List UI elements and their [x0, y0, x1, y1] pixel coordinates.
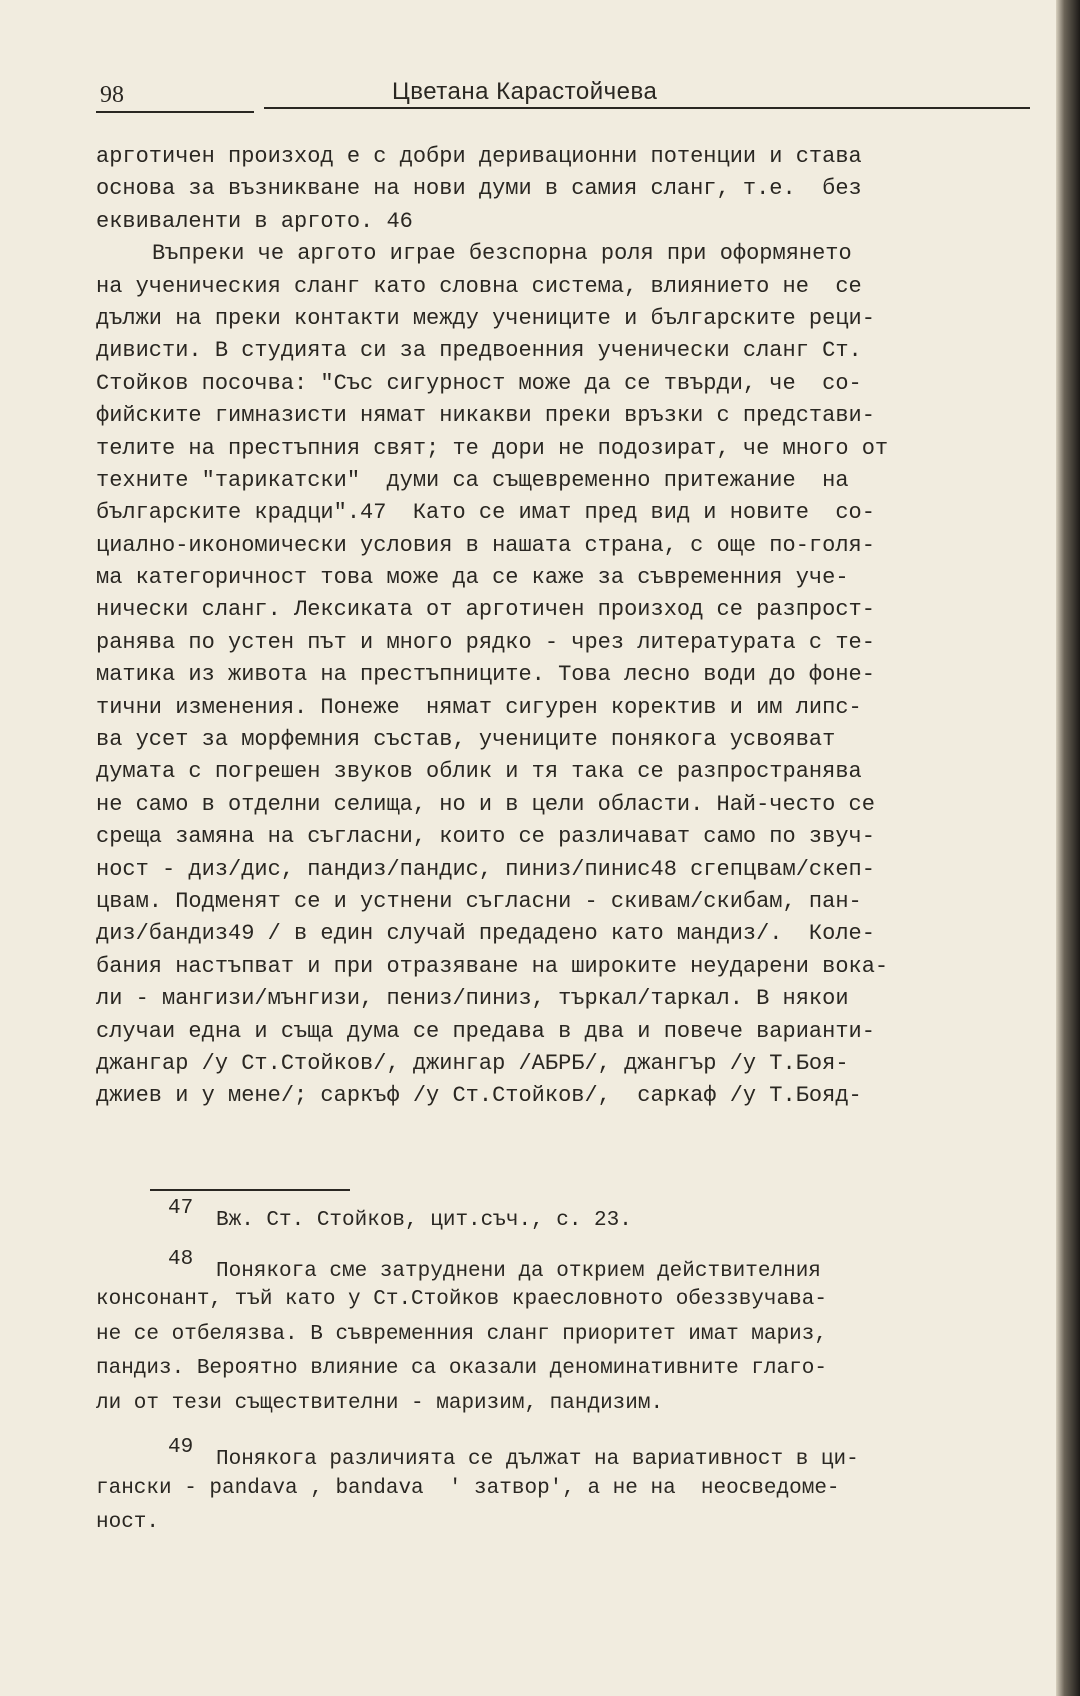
text-line: диз/бандиз49 / в един случай предадено като мандиз/. Коле-: [96, 921, 875, 947]
footnote-number: 49: [168, 1436, 194, 1459]
text-line: ли - мангизи/мънгизи, пениз/пиниз, търкал/таркал. В някои: [96, 986, 849, 1012]
footnotes: [96, 1198, 1056, 1541]
header-rule-right: [264, 107, 1030, 109]
text-line: джангар /у Ст.Стойков/, джингар /АБРБ/, джангър /у Т.Боя-: [96, 1050, 849, 1076]
running-head: Цветана Карастойчева: [392, 78, 658, 105]
text-line: бания настъпват и при отразяване на широките неударени вока-: [96, 953, 889, 979]
text-line: цвам. Подменят се и устнени съгласни - скивам/скибам, пан-: [96, 888, 862, 914]
text-line: нически сланг. Лексиката от арготичен произход се разпрост-: [96, 597, 875, 623]
footnote-separator: [150, 1189, 350, 1191]
page-number: 98: [100, 82, 124, 108]
body-text: [96, 141, 1056, 1113]
footnote-text: Понякога различията се дължат на вариативност в ци-: [216, 1448, 859, 1471]
text-line: дължи на преки контакти между учениците и българските реци-: [96, 305, 875, 331]
footnote-47: [96, 1198, 1056, 1233]
text-line: ма категоричност това може да се каже за съвременния уче-: [96, 565, 849, 591]
text-line: матика из живота на престъпниците. Това лесно води до фоне-: [96, 662, 875, 688]
header-rule-left: [96, 111, 254, 113]
text-line: дивисти. В студията си за предвоенния ученически сланг Ст.: [96, 338, 862, 364]
text-line: ност - диз/дис, пандиз/пандис, пиниз/пинис48 сгепцвам/скеп-: [96, 856, 875, 882]
text-line: техните "тарикатски" думи са същевременно притежание на: [96, 467, 849, 493]
page-header: [96, 80, 1030, 114]
footnote-text: Вж. Ст. Стойков, цит.съч., с. 23.: [216, 1209, 632, 1232]
footnote-text: Понякога сме затруднени да открием действителния: [216, 1259, 821, 1283]
text-line: основа за възникване на нови думи в самия сланг, т.е. без: [96, 176, 862, 202]
text-line: ранява по устен път и много рядко - чрез литературата с те-: [96, 629, 875, 655]
footnote-48: [96, 1249, 1056, 1284]
footnote-number: 48: [168, 1247, 194, 1271]
text-line: еквиваленти в аргото. 46: [96, 208, 413, 234]
text-line: арготичен произход е с добри деривационни потенции и става: [96, 144, 862, 169]
text-line: ва усет за морфемния състав, учениците понякога усвояват: [96, 727, 836, 753]
footnote-49: [96, 1437, 1056, 1472]
text-line: среща замяна на съгласни, които се различават само по звуч-: [96, 824, 875, 850]
text-line: на ученическия сланг като словна система, влиянието не се: [96, 273, 862, 299]
text-line: не само в отделни селища, но и в цели области. Най-често се: [96, 791, 875, 817]
footnote-text-line: не се отбелязва. В съвременния сланг приоритет имат мариз,: [96, 1322, 827, 1346]
footnote-number: 47: [168, 1197, 194, 1220]
paragraph-start-line: Въпреки че аргото играе безспорна роля при оформянето: [152, 241, 852, 267]
text-line: тични изменения. Понеже нямат сигурен коректив и им липс-: [96, 694, 862, 720]
text-line: Стойков посочва: "Със сигурност може да се твърди, че со-: [96, 370, 862, 396]
footnote-text-line: ност.: [96, 1511, 160, 1534]
footnote-text-line: пандиз. Вероятно влияние са оказали деноминативните глаго-: [96, 1357, 827, 1380]
text-line: фийските гимназисти нямат никакви преки връзки с представи-: [96, 403, 875, 429]
footnote-text-line: ли от тези съществителни - маризим, пандизим.: [96, 1391, 664, 1415]
text-line: телите на престъпния свят; те дори не подозират, че много от: [96, 435, 889, 461]
footnote-text-line: консонант, тъй като у Ст.Стойков краесловното обеззвучава-: [96, 1288, 827, 1311]
text-line: циално-икономически условия в нашата страна, с още по-голя-: [96, 532, 875, 558]
text-line: българските крадци".47 Като се имат пред вид и новите со-: [96, 500, 875, 526]
text-line: джиев и у мене/; саркъф /у Ст.Стойков/, саркаф /у Т.Бояд-: [96, 1083, 862, 1109]
text-line: думата с погрешен звуков облик и тя така се разпространява: [96, 759, 862, 785]
footnote-text-line: гански - pandava , bandava ' затвор', а не на неосведоме-: [96, 1476, 840, 1500]
text-line: случаи една и съща дума се предава в два и повече варианти-: [96, 1018, 875, 1044]
book-spine-shadow: [1056, 0, 1080, 1696]
